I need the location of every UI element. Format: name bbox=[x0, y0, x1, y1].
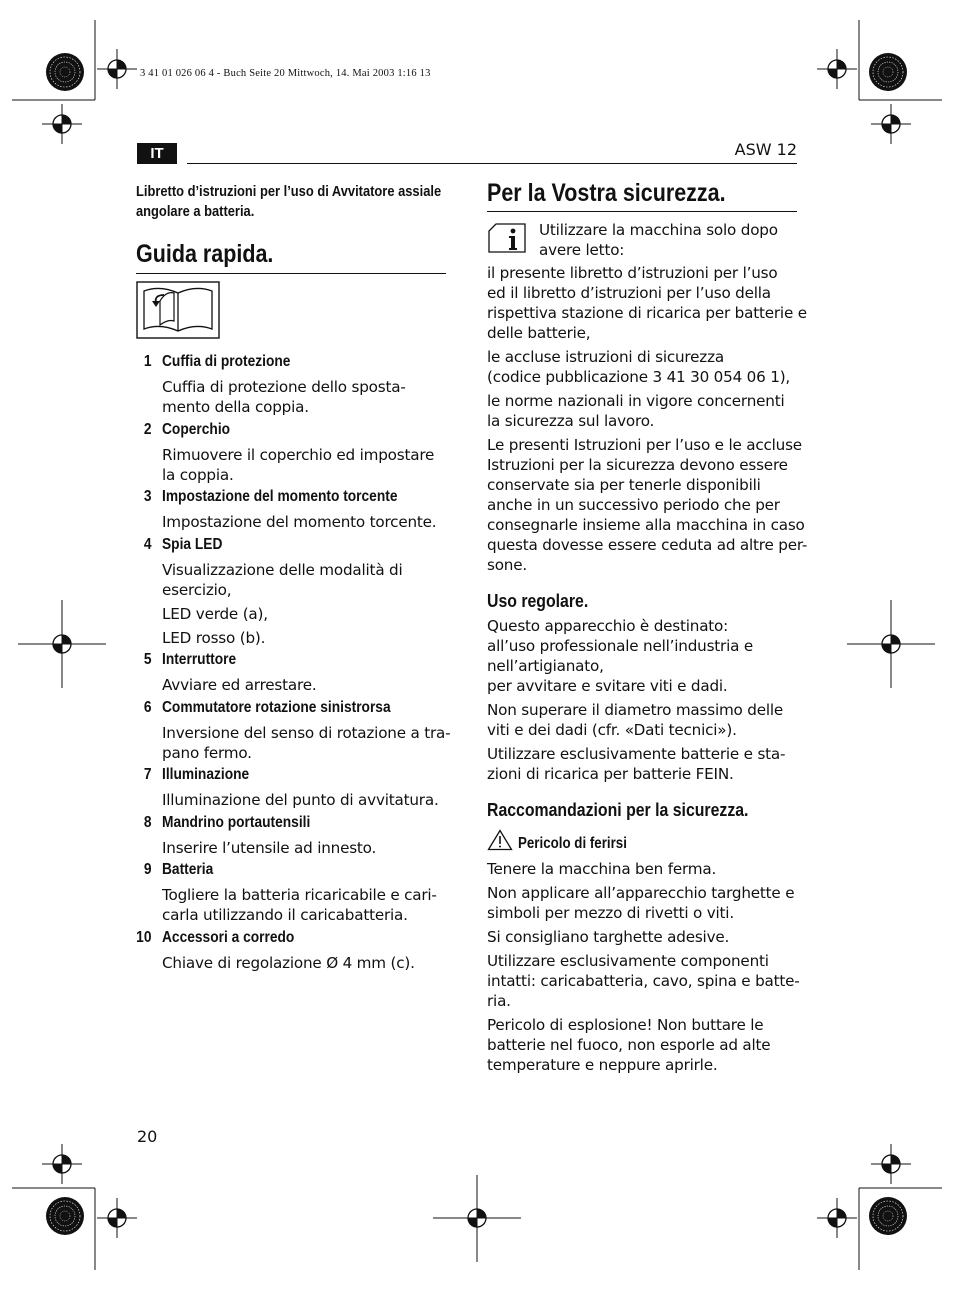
component-description: LED verde (a), bbox=[162, 604, 268, 623]
model-name: ASW 12 bbox=[734, 140, 797, 159]
component-description: Rimuovere il coperchio ed impostare bbox=[162, 445, 435, 464]
paragraph-line: Utilizzare esclusivamente componenti bbox=[487, 952, 769, 970]
safety-rule bbox=[487, 211, 797, 212]
language-badge: IT bbox=[137, 143, 177, 164]
component-description: mento della coppia. bbox=[162, 398, 309, 416]
paragraph-line: all’uso professionale nell’industria e bbox=[487, 637, 753, 655]
info-line: avere letto: bbox=[539, 241, 625, 259]
paragraph-line: delle batterie, bbox=[487, 324, 591, 342]
paragraph-line: ed il libretto d’istruzioni per l’uso della bbox=[487, 284, 771, 302]
info-icon bbox=[488, 223, 526, 253]
component-description: Inserire l’utensile ad innesto. bbox=[162, 838, 377, 857]
page-number: 20 bbox=[137, 1127, 158, 1146]
paragraph-line: viti e dei dadi (cfr. «Dati tecnici»). bbox=[487, 721, 737, 739]
paragraph-line: per avvitare e svitare viti e dadi. bbox=[487, 677, 728, 695]
book-page-turn-icon bbox=[136, 281, 220, 339]
component-description: Cuffia di protezione dello sposta- bbox=[162, 378, 406, 396]
raccomandazioni-title: Raccomandazioni per la sicurezza. bbox=[487, 800, 749, 820]
component-number: 2 bbox=[143, 420, 152, 438]
paragraph-line: Questo apparecchio è destinato: bbox=[487, 617, 729, 635]
component-title: Commutatore rotazione sinistrorsa bbox=[162, 698, 391, 716]
paragraph-line: Istruzioni per la sicurezza devono essere bbox=[487, 456, 788, 474]
paragraph-line: Si consigliano targhette adesive. bbox=[487, 928, 730, 946]
uso-regolare-title: Uso regolare. bbox=[487, 591, 589, 611]
info-line: Utilizzare la macchina solo dopo bbox=[539, 221, 778, 239]
paragraph-line: questa dovesse essere ceduta ad altre per- bbox=[487, 536, 808, 554]
component-description: Visualizzazione delle modalità di bbox=[162, 560, 403, 579]
quick-guide-title: Guida rapida. bbox=[136, 240, 274, 268]
component-number: 4 bbox=[143, 535, 152, 553]
paragraph-line: le accluse istruzioni di sicurezza bbox=[487, 348, 724, 366]
component-title: Spia LED bbox=[162, 535, 223, 553]
manual-intro: Libretto d’istruzioni per l’uso di Avvitatore assiale angolare a batteria. bbox=[136, 183, 442, 220]
component-description: Inversione del senso di rotazione a tra- bbox=[162, 723, 451, 742]
component-title: Impostazione del momento torcente bbox=[162, 488, 398, 505]
component-title: Illuminazione bbox=[162, 766, 250, 783]
paragraph-line: rispettiva stazione di ricarica per batterie e bbox=[487, 304, 807, 322]
warning-title: Pericolo di ferirsi bbox=[518, 835, 627, 852]
safety-title: Per la Vostra sicurezza. bbox=[487, 179, 726, 207]
paragraph-line: Pericolo di esplosione! Non buttare le bbox=[487, 1016, 764, 1034]
paragraph-line: Le presenti Istruzioni per l’uso e le accluse bbox=[487, 436, 802, 454]
component-description: Impostazione del momento torcente. bbox=[162, 513, 437, 531]
component-number: 6 bbox=[143, 698, 152, 716]
paragraph-line: le norme nazionali in vigore concernenti bbox=[487, 392, 785, 410]
paragraph-line: temperature e neppure aprirle. bbox=[487, 1056, 718, 1074]
print-info-line: 3 41 01 026 06 4 - Buch Seite 20 Mittwoch, 14. Mai 2003 1:16 13 bbox=[140, 68, 431, 79]
warning-triangle-icon bbox=[487, 829, 513, 851]
paragraph-line: nell’artigianato, bbox=[487, 657, 604, 675]
component-description: Chiave di regolazione Ø 4 mm (c). bbox=[162, 953, 415, 972]
component-number: 7 bbox=[143, 766, 152, 783]
component-description: LED rosso (b). bbox=[162, 628, 266, 647]
component-description: la coppia. bbox=[162, 465, 234, 484]
paragraph-line: simboli per mezzo di rivetti o viti. bbox=[487, 904, 734, 922]
paragraph-line: batterie nel fuoco, non esporle ad alte bbox=[487, 1036, 771, 1054]
paragraph-line: zioni di ricarica per batterie FEIN. bbox=[487, 765, 734, 783]
component-description: carla utilizzando il caricabatteria. bbox=[162, 906, 408, 924]
component-title: Batteria bbox=[162, 861, 214, 878]
paragraph-line: Non superare il diametro massimo delle bbox=[487, 701, 784, 719]
component-number: 1 bbox=[143, 353, 152, 370]
component-title: Cuffia di protezione bbox=[162, 353, 291, 370]
component-title: Mandrino portautensili bbox=[162, 813, 311, 831]
component-description: Avviare ed arrestare. bbox=[162, 676, 317, 694]
component-number: 5 bbox=[143, 651, 152, 668]
component-number: 10 bbox=[136, 928, 152, 946]
paragraph-line: (codice pubblicazione 3 41 30 054 06 1), bbox=[487, 368, 791, 386]
component-title: Interruttore bbox=[162, 651, 237, 668]
paragraph-line: la sicurezza sul lavoro. bbox=[487, 412, 655, 430]
component-description: Illuminazione del punto di avvitatura. bbox=[162, 791, 439, 809]
paragraph-line: ria. bbox=[487, 992, 511, 1010]
component-description: pano fermo. bbox=[162, 743, 252, 762]
paragraph-line: anche in un successivo periodo che per bbox=[487, 496, 780, 514]
quick-guide-rule bbox=[136, 273, 446, 274]
paragraph-line: conservate sia per tenerle disponibili bbox=[487, 476, 761, 494]
component-number: 9 bbox=[143, 861, 152, 878]
paragraph-line: Tenere la macchina ben ferma. bbox=[487, 860, 717, 878]
component-title: Accessori a corredo bbox=[162, 928, 295, 946]
paragraph-line: consegnarle insieme alla macchina in caso bbox=[487, 516, 805, 534]
header-rule bbox=[187, 163, 797, 164]
component-number: 3 bbox=[143, 488, 152, 505]
paragraph-line: intatti: caricabatteria, cavo, spina e batte- bbox=[487, 972, 800, 990]
component-number: 8 bbox=[143, 813, 152, 831]
paragraph-line: sone. bbox=[487, 556, 528, 574]
paragraph-line: Utilizzare esclusivamente batterie e sta- bbox=[487, 745, 786, 763]
paragraph-line: il presente libretto d’istruzioni per l’uso bbox=[487, 264, 778, 282]
component-description: Togliere la batteria ricaricabile e cari- bbox=[162, 886, 437, 904]
component-description: esercizio, bbox=[162, 580, 232, 599]
paragraph-line: Non applicare all’apparecchio targhette e bbox=[487, 884, 795, 902]
component-title: Coperchio bbox=[162, 420, 231, 438]
